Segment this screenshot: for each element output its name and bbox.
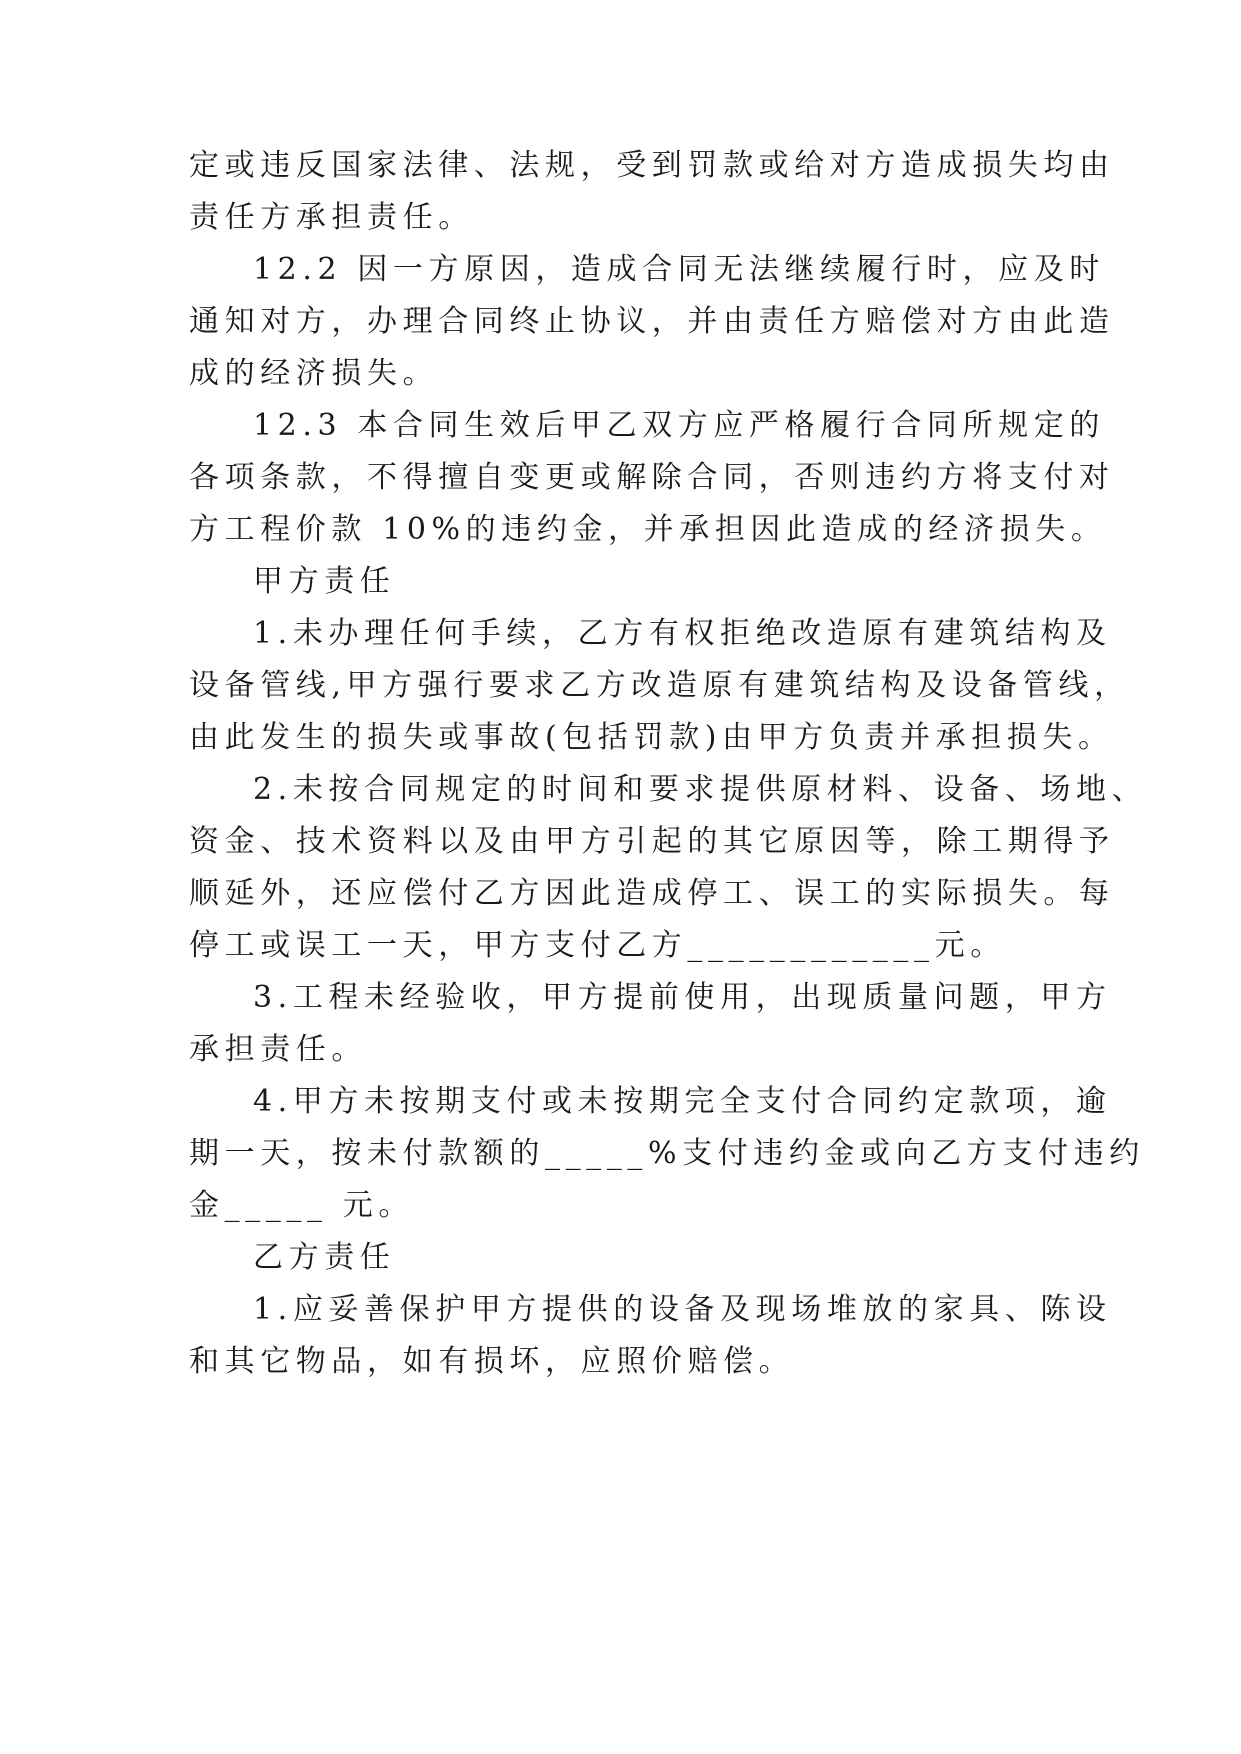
text-line: 责任方承担责任。 (189, 200, 474, 235)
text-line: 和其它物品，如有损坏，应照价赔偿。 (189, 1344, 795, 1379)
text-line: 方工程价款 10%的违约金，并承担因此造成的经济损失。 (189, 512, 1107, 547)
text-line: 由此发生的损失或事故(包括罚款)由甲方负责并承担损失。 (189, 720, 1114, 755)
section-heading-party-b: 乙方责任 (253, 1240, 396, 1275)
text-line: 期一天，按未付款额的_____%支付违约金或向乙方支付违约 (189, 1136, 1145, 1171)
party-b-item-1-start: 1.应妥善保护甲方提供的设备及现场堆放的家具、陈设 (253, 1292, 1112, 1327)
text-line: 承担责任。 (189, 1032, 367, 1067)
text-line: 顺延外，还应偿付乙方因此造成停工、误工的实际损失。每 (189, 876, 1115, 911)
text-line: 停工或误工一天，甲方支付乙方____________元。 (189, 928, 1006, 963)
party-a-item-4-start: 4.甲方未按期支付或未按期完全支付合同约定款项，逾 (253, 1084, 1112, 1119)
party-a-item-1-start: 1.未办理任何手续，乙方有权拒绝改造原有建筑结构及 (253, 616, 1112, 651)
text-line: 定或违反国家法律、法规，受到罚款或给对方造成损失均由 (189, 148, 1115, 183)
party-a-item-2-start: 2.未按合同规定的时间和要求提供原材料、设备、场地、 (253, 772, 1148, 807)
clause-12-3-start: 12.3 本合同生效后甲乙双方应严格履行合同所规定的 (253, 408, 1105, 443)
text-line: 成的经济损失。 (189, 356, 439, 391)
section-heading-party-a: 甲方责任 (253, 564, 396, 599)
party-a-item-3-start: 3.工程未经验收，甲方提前使用，出现质量问题，甲方 (253, 980, 1112, 1015)
text-line: 金_____ 元。 (189, 1188, 414, 1223)
text-line: 资金、技术资料以及由甲方引起的其它原因等，除工期得予 (189, 824, 1115, 859)
text-line: 通知对方，办理合同终止协议，并由责任方赔偿对方由此造 (189, 304, 1115, 339)
clause-12-2-start: 12.2 因一方原因，造成合同无法继续履行时，应及时 (253, 252, 1105, 287)
text-line: 各项条款，不得擅自变更或解除合同，否则违约方将支付对 (189, 460, 1115, 495)
text-line: 设备管线,甲方强行要求乙方改造原有建筑结构及设备管线， (189, 668, 1130, 703)
